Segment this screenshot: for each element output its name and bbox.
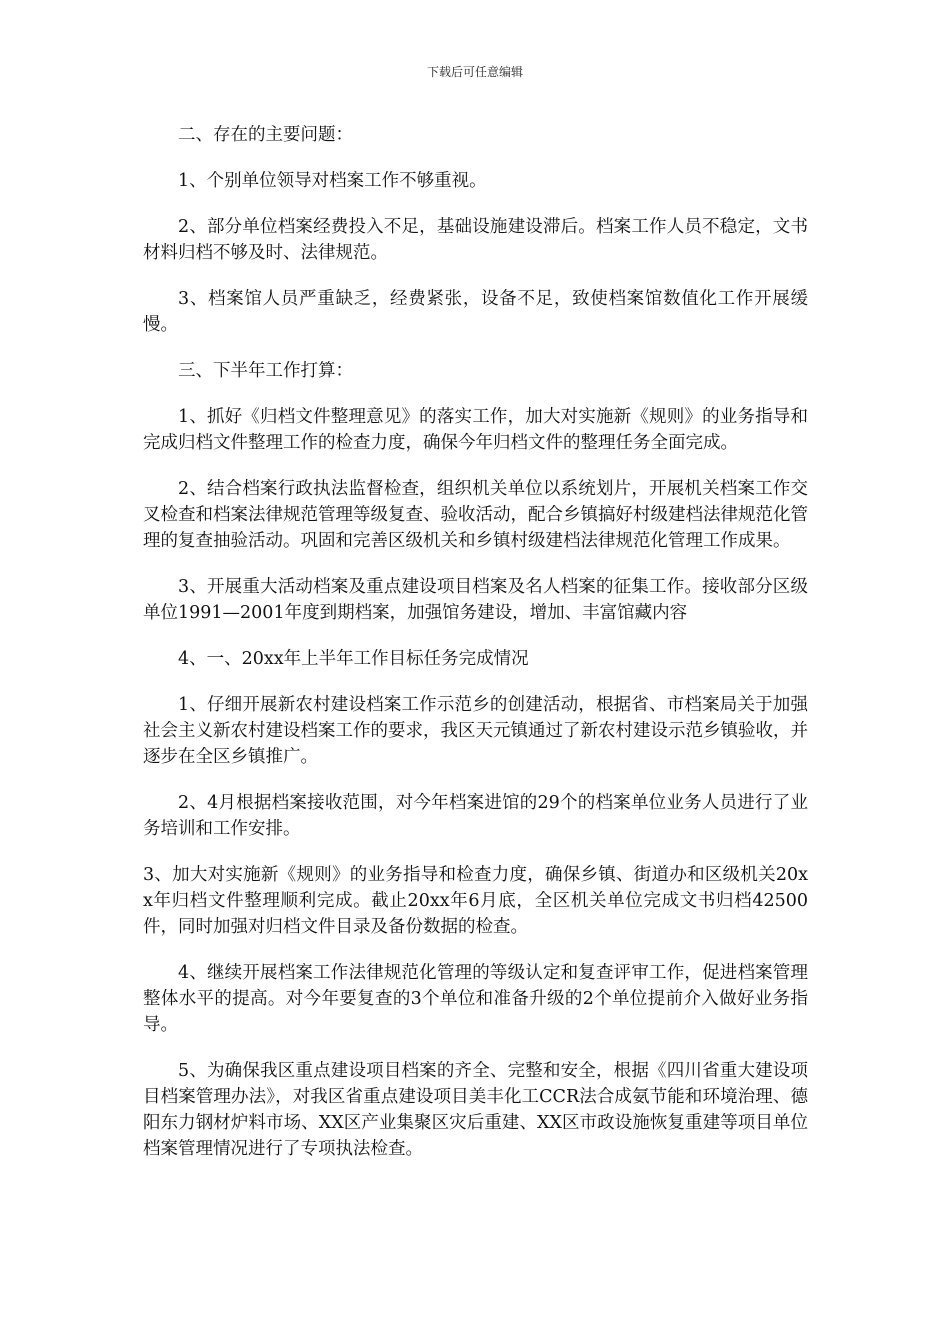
- paragraph: 2、结合档案行政执法监督检查，组织机关单位以系统划片，开展机关档案工作交叉检查和档案法律规范管理等级复查、验收活动，配合乡镇搞好村级建档法律规范化管理的复查抽验活动。巩固和完善区级机关和乡镇村级建档法律规范化管理工作成果。: [143, 479, 808, 551]
- paragraph: 2、部分单位档案经费投入不足，基础设施建设滞后。档案工作人员不稳定，文书材料归档不够及时、法律规范。: [143, 217, 808, 263]
- paragraph: 2、4月根据档案接收范围，对今年档案进馆的29个的档案单位业务人员进行了业务培训和工作安排。: [143, 793, 808, 839]
- page-header-note: 下载后可任意编辑: [426, 65, 523, 79]
- paragraph: 3、开展重大活动档案及重点建设项目档案及名人档案的征集工作。接收部分区级单位1991—2001年度到期档案，加强馆务建设，增加、丰富馆藏内容: [143, 577, 808, 623]
- paragraph: 3、档案馆人员严重缺乏，经费紧张，设备不足，致使档案馆数值化工作开展缓慢。: [143, 289, 808, 335]
- section-heading-problems: 二、存在的主要问题：: [178, 125, 353, 145]
- paragraph: 4、一、20xx年上半年工作目标任务完成情况: [178, 649, 529, 669]
- paragraph: 1、个别单位领导对档案工作不够重视。: [178, 171, 487, 191]
- document-body: [143, 122, 808, 1182]
- paragraph: 5、为确保我区重点建设项目档案的齐全、完整和安全，根据《四川省重大建设项目档案管理办法》，对我区省重点建设项目美丰化工CCR法合成氨节能和环境治理、德阳东力钢材炉料市场、XX区产业集聚区灾后重建、XX区市政设施恢复重建等项目单位档案管理情况进行了专项执法检查。: [143, 1061, 808, 1159]
- section-heading-plans: 三、下半年工作打算：: [178, 361, 353, 381]
- paragraph: 1、仔细开展新农村建设档案工作示范乡的创建活动，根据省、市档案局关于加强社会主义新农村建设档案工作的要求，我区天元镇通过了新农村建设示范乡镇验收，并逐步在全区乡镇推广。: [143, 695, 808, 767]
- paragraph: 3、加大对实施新《规则》的业务指导和检查力度，确保乡镇、街道办和区级机关20xx年归档文件整理顺利完成。截止20xx年6月底，全区机关单位完成文书归档42500件，同时加强对归档文件目录及备份数据的检查。: [143, 865, 808, 937]
- paragraph: 4、继续开展档案工作法律规范化管理的等级认定和复查评审工作，促进档案管理整体水平的提高。对今年要复查的3个单位和准备升级的2个单位提前介入做好业务指导。: [143, 963, 808, 1035]
- paragraph: 1、抓好《归档文件整理意见》的落实工作，加大对实施新《规则》的业务指导和完成归档文件整理工作的检查力度，确保今年归档文件的整理任务全面完成。: [143, 407, 808, 453]
